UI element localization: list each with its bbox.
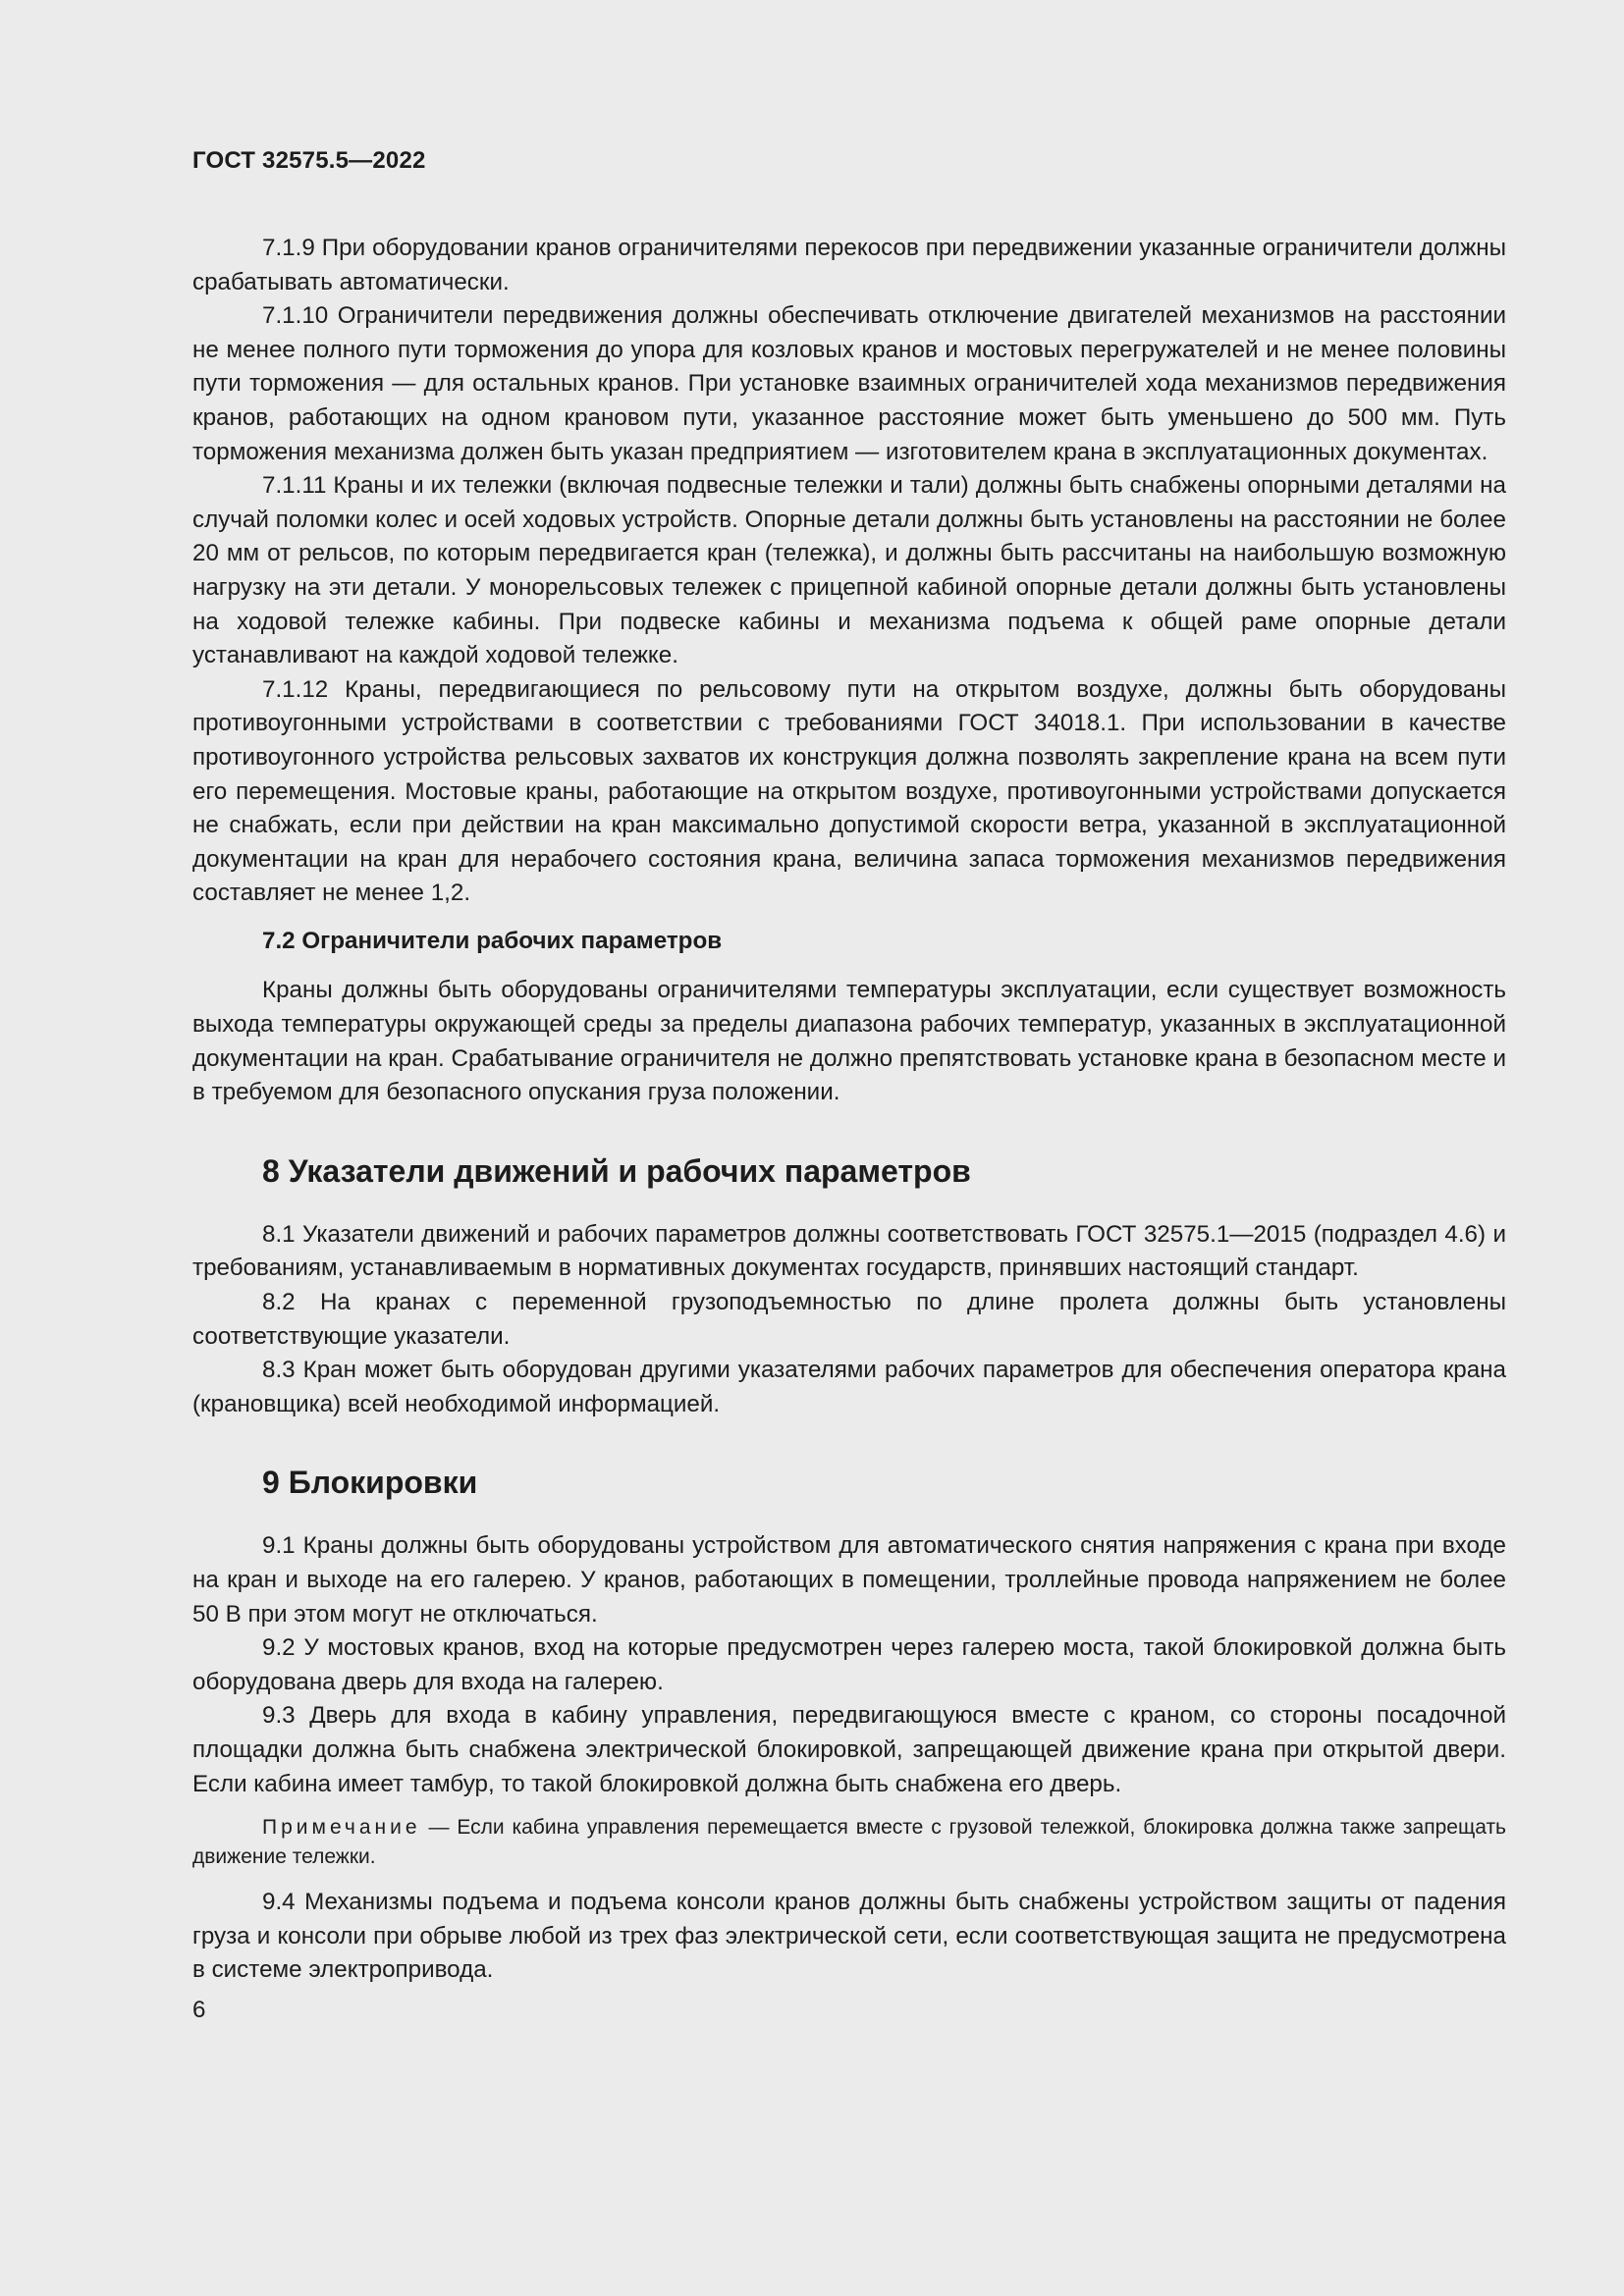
note-text: — Если кабина управления перемещается вместе с грузовой тележкой, блокировка должна также запрещать движение тележки. [192,1816,1506,1869]
paragraph-9-2: 9.2 У мостовых кранов, вход на которые предусмотрен через галерею моста, такой блокировкой должна быть оборудована дверь для входа на галерею. [192,1634,1506,1695]
paragraph-9-3: 9.3 Дверь для входа в кабину управления, передвигающуюся вместе с краном, со стороны посадочной площадки должна быть снабжена электрической блокировкой, запрещающей движение крана при открытой двери. Если кабина имеет тамбур, то такой блокировкой должна быть снабжена его дверь. [192,1702,1506,1797]
paragraph-7-1-12: 7.1.12 Краны, передвигающиеся по рельсовому пути на открытом воздухе, должны быть оборудованы противоугонными устройствами в соответствии с требованиями ГОСТ 34018.1. При использовании в качестве противоугонного устройства рельсовых захватов их конструкция должна позволять закрепление крана на всем пути его перемещения. Мостовые краны, работающие на открытом воздухе, противоугонными устройствами допускается не снабжать, если при действии на кран максимально допустимой скорости ветра, указанной в эксплуатационной документации на кран для нерабочего состояния крана, величина запаса торможения механизмов передвижения составляет не менее 1,2. [192,675,1506,907]
paragraph-7-1-10: 7.1.10 Ограничители передвижения должны обеспечивать отключение двигателей механизмов на расстоянии не менее полного пути торможения до упора для козловых кранов и мостовых перегружателей и не менее половины пути торможения — для остальных кранов. При установке взаимных ограничителей хода механизмов передвижения кранов, работающих на одном крановом пути, указанное расстояние может быть уменьшено до 500 мм. Путь торможения механизма должен быть указан предприятием — изготовителем крана в эксплуатационных документах. [192,302,1506,465]
section-heading-9: 9 Блокировки [262,1465,478,1501]
paragraph-7-1-9: 7.1.9 При оборудовании кранов ограничителями перекосов при передвижении указанные ограничители должны срабатывать автоматически. [192,235,1506,295]
paragraph-9-1: 9.1 Краны должны быть оборудованы устройством для автоматического снятия напряжения с крана при входе на кран и выходе на его галерею. У кранов, работающих в помещении, троллейные провода напряжением не более 50 В при этом могут не отключаться. [192,1532,1506,1628]
document-header: ГОСТ 32575.5—2022 [192,147,426,174]
document-page [192,147,1506,2028]
paragraph-8-3: 8.3 Кран может быть оборудован другими указателями рабочих параметров для обеспечения оператора крана (крановщика) всей необходимой информацией. [192,1357,1506,1417]
paragraph-7-1-11: 7.1.11 Краны и их тележки (включая подвесные тележки и тали) должны быть снабжены опорными деталями на случай поломки колес и осей ходовых устройств. Опорные детали должны быть установлены на расстоянии не более 20 мм от рельсов, по которым передвигается кран (тележка), и должны быть рассчитаны на наибольшую возможную нагрузку на эти детали. У монорельсовых тележек с прицепной кабиной опорные детали должны быть установлены на ходовой тележке кабины. При подвеске кабины и механизма подъема к общей раме опорные детали устанавливают на каждой ходовой тележке. [192,472,1506,669]
paragraph-8-1: 8.1 Указатели движений и рабочих параметров должны соответствовать ГОСТ 32575.1—2015 (подраздел 4.6) и требованиям, устанавливаемым в нормативных документах государств, принявших настоящий стандарт. [192,1220,1506,1282]
paragraph-8-2: 8.2 На кранах с переменной грузоподъемностью по длине пролета должны быть установлены соответствующие указатели. [192,1289,1506,1350]
page-number: 6 [192,1996,206,2023]
section-heading-7-2: 7.2 Ограничители рабочих параметров [262,927,723,954]
section-heading-8: 8 Указатели движений и рабочих параметров [262,1152,971,1189]
note-block [192,1813,1506,1872]
note-label: Примечание [262,1816,421,1840]
paragraph-9-4: 9.4 Механизмы подъема и подъема консоли кранов должны быть снабжены устройством защиты от падения груза и консоли при обрыве любой из трех фаз электрической сети, если соответствующая защита не предусмотрена в системе электропривода. [192,1889,1506,1984]
paragraph-7-2-body: Краны должны быть оборудованы ограничителями температуры эксплуатации, если существует возможность выхода температуры окружающей среды за пределы диапазона рабочих температур, указанных в эксплуатационной документации на кран. Срабатывание ограничителя не должно препятствовать установке крана в безопасном месте и в требуемом для безопасного опускания груза положении. [192,977,1506,1106]
